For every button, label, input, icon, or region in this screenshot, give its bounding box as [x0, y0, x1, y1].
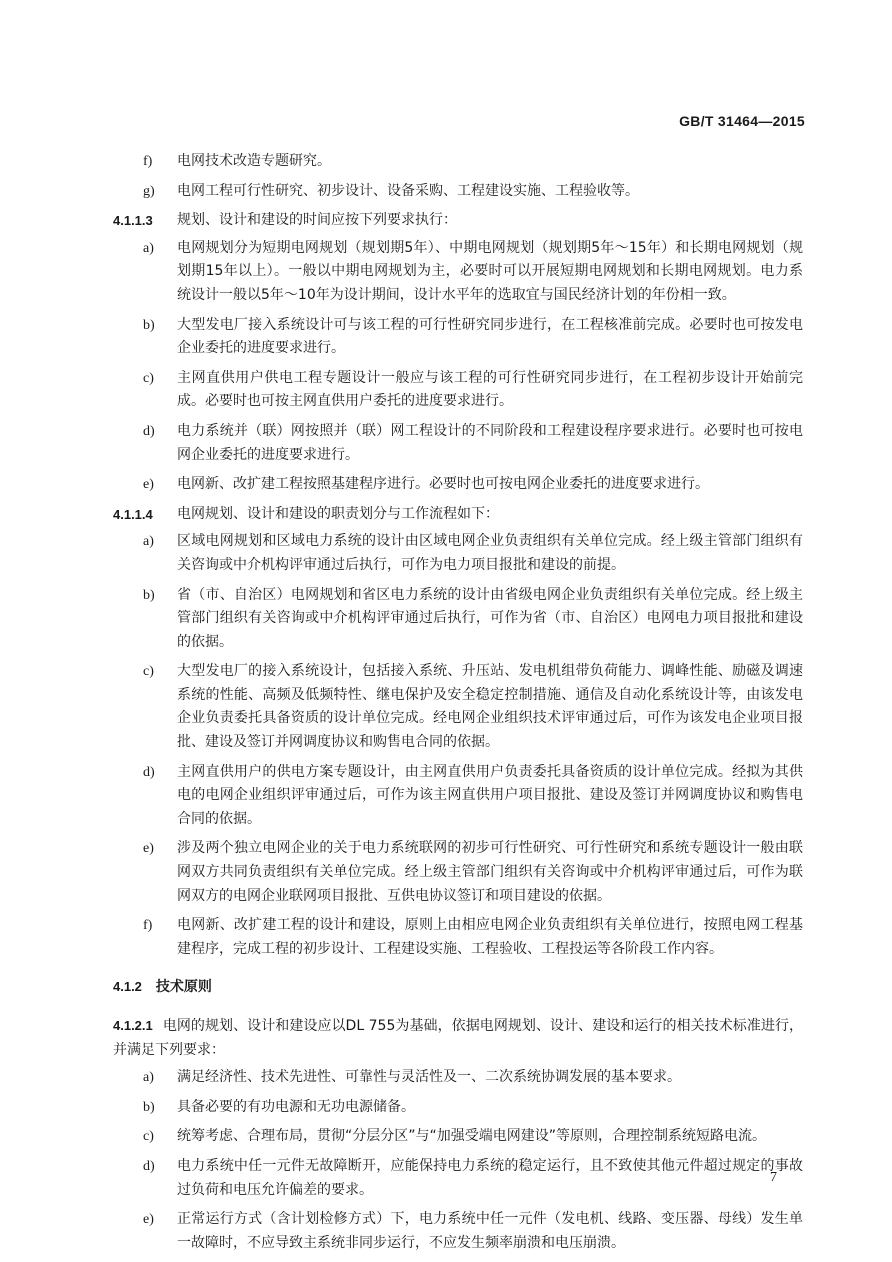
list-item	[113, 584, 803, 655]
list-item	[113, 150, 803, 174]
list-item	[113, 1208, 803, 1255]
item-label: a)	[143, 1070, 154, 1086]
item-text: 电网工程可行性研究、初步设计、设备采购、工程建设实施、工程验收等。	[177, 182, 639, 199]
list-item	[113, 761, 803, 832]
item-label: c)	[143, 1129, 154, 1145]
item-label: c)	[143, 664, 154, 680]
section-title: 技术原则	[155, 979, 212, 996]
clause-title: 电网规划、设计和建设的职责划分与工作流程如下：	[177, 505, 499, 522]
list-item	[113, 180, 803, 204]
list-item	[113, 1066, 803, 1090]
clause-heading	[113, 209, 803, 233]
item-text: 满足经济性、技术先进性、可靠性与灵活性及一、二次系统协调发展的基本要求。	[177, 1069, 681, 1086]
item-text: 电力系统并（联）网按照并（联）网工程设计的不同阶段和工程建设程序要求进行。必要时也可按电网企业委托的进度要求进行。	[177, 422, 803, 463]
clause-title: 电网的规划、设计和建设应以DL 755为基础，依据电网规划、设计、建设和运行的相关技术标准进行，并满足下列要求：	[113, 1018, 803, 1058]
item-label: a)	[143, 534, 154, 550]
clause-number: 4.1.1.4	[113, 506, 153, 522]
list-item	[113, 1125, 803, 1149]
clause-number: 4.1.2.1	[113, 1018, 153, 1033]
item-label: a)	[143, 240, 154, 256]
list-item	[113, 530, 803, 577]
item-text: 区域电网规划和区域电力系统的设计由区域电网企业负责组织有关单位完成。经上级主管部门组织有关咨询或中介机构评审通过后执行，可作为电力项目报批和建设的前提。	[177, 533, 803, 573]
list-item	[113, 367, 803, 414]
item-label: d)	[143, 764, 155, 780]
list-item	[113, 473, 803, 497]
item-text: 统筹考虑、合理布局，贯彻“分层分区”与“加强受端电网建设”等原则，合理控制系统短路电流。	[177, 1128, 767, 1145]
item-text: 电网技术改造专题研究。	[177, 153, 331, 169]
item-label: f)	[143, 154, 153, 169]
item-text: 主网直供用户供电工程专题设计一般应与该工程的可行性研究同步进行，在工程初步设计开始前完成。必要时也可按主网直供用户委托的进度要求进行。	[177, 369, 803, 410]
document-body	[113, 150, 803, 1261]
item-label: g)	[143, 183, 155, 199]
item-label: c)	[143, 370, 154, 386]
item-label: e)	[143, 841, 154, 857]
section-heading	[113, 975, 803, 1000]
item-text: 电网规划分为短期电网规划（规划期5年）、中期电网规划（规划期5年～15年）和长期电网规划（规划期15年以上）。一般以中期电网规划为主，必要时可以开展短期电网规划和长期电网规划。电力系统设计一般以5年～10年为设计期间，设计水平年的选取宜与国民经济计划的年份相一致。	[177, 239, 803, 303]
item-label: d)	[143, 1158, 155, 1174]
item-label: b)	[143, 587, 155, 603]
item-text: 主网直供用户的供电方案专题设计，由主网直供用户负责委托具备资质的设计单位完成。经拟为其供电的电网企业组织评审通过后，可作为该主网直供用户项目报批、建设及签订并网调度协议和购售电合同的依据。	[177, 763, 803, 827]
item-label: e)	[143, 1212, 154, 1228]
list-item	[113, 314, 803, 361]
item-label: b)	[143, 1099, 155, 1115]
item-text: 具备必要的有功电源和无功电源储备。	[177, 1098, 415, 1115]
list-item	[113, 420, 803, 467]
list-item	[113, 914, 803, 961]
list-item	[113, 660, 803, 754]
item-text: 电网新、改扩建工程按照基建程序进行。必要时也可按电网企业委托的进度要求进行。	[177, 476, 709, 493]
page-number: 7	[770, 1170, 777, 1185]
standard-code: GB/T 31464—2015	[679, 113, 805, 129]
list-item	[113, 837, 803, 908]
item-text: 大型发电厂的接入系统设计，包括接入系统、升压站、发电机组带负荷能力、调峰性能、励磁及调速系统的性能、高频及低频特性、继电保护及安全稳定控制措施、通信及自动化系统设计等，由该发电企业负责委托具备资质的设计单位完成。经电网企业组织技术评审通过后，可作为该发电企业项目报批、建设及签订并网调度协议和购售电合同的依据。	[177, 663, 803, 751]
item-text: 电力系统中任一元件无故障断开，应能保持电力系统的稳定运行，且不致使其他元件超过规定的事故过负荷和电压允许偏差的要求。	[177, 1157, 803, 1198]
clause-title: 规划、设计和建设的时间应按下列要求执行：	[177, 212, 457, 229]
section-number: 4.1.2	[113, 979, 142, 995]
item-label: b)	[143, 317, 155, 333]
list-item	[113, 237, 803, 308]
item-text: 省（市、自治区）电网规划和省区电力系统的设计由省级电网企业负责组织有关单位完成。经上级主管部门组织有关咨询或中介机构评审通过后执行，可作为省（市、自治区）电网电力项目报批和建设的依据。	[177, 586, 803, 650]
item-text: 电网新、改扩建工程的设计和建设，原则上由相应电网企业负责组织有关单位进行，按照电网工程基建程序，完成工程的初步设计、工程建设实施、工程验收、工程投运等各阶段工作内容。	[177, 917, 803, 957]
list-item	[113, 1155, 803, 1202]
clause-number: 4.1.1.3	[113, 213, 153, 229]
item-label: e)	[143, 477, 154, 493]
item-label: d)	[143, 423, 155, 439]
item-text: 涉及两个独立电网企业的关于电力系统联网的初步可行性研究、可行性研究和系统专题设计一般由联网双方共同负责组织有关单位完成。经上级主管部门组织有关咨询或中介机构评审通过后，可作为联网双方的电网企业联网项目报批、互供电协议签订和项目建设的依据。	[177, 840, 803, 904]
clause-paragraph	[113, 1014, 803, 1062]
clause-heading	[113, 503, 803, 527]
item-text: 大型发电厂接入系统设计可与该工程的可行性研究同步进行，在工程核准前完成。必要时也可按发电企业委托的进度要求进行。	[177, 316, 803, 357]
item-label: f)	[143, 918, 153, 934]
list-item	[113, 1096, 803, 1120]
item-text: 正常运行方式（含计划检修方式）下，电力系统中任一元件（发电机、线路、变压器、母线）发生单一故障时，不应导致主系统非同步运行，不应发生频率崩溃和电压崩溃。	[177, 1211, 803, 1251]
